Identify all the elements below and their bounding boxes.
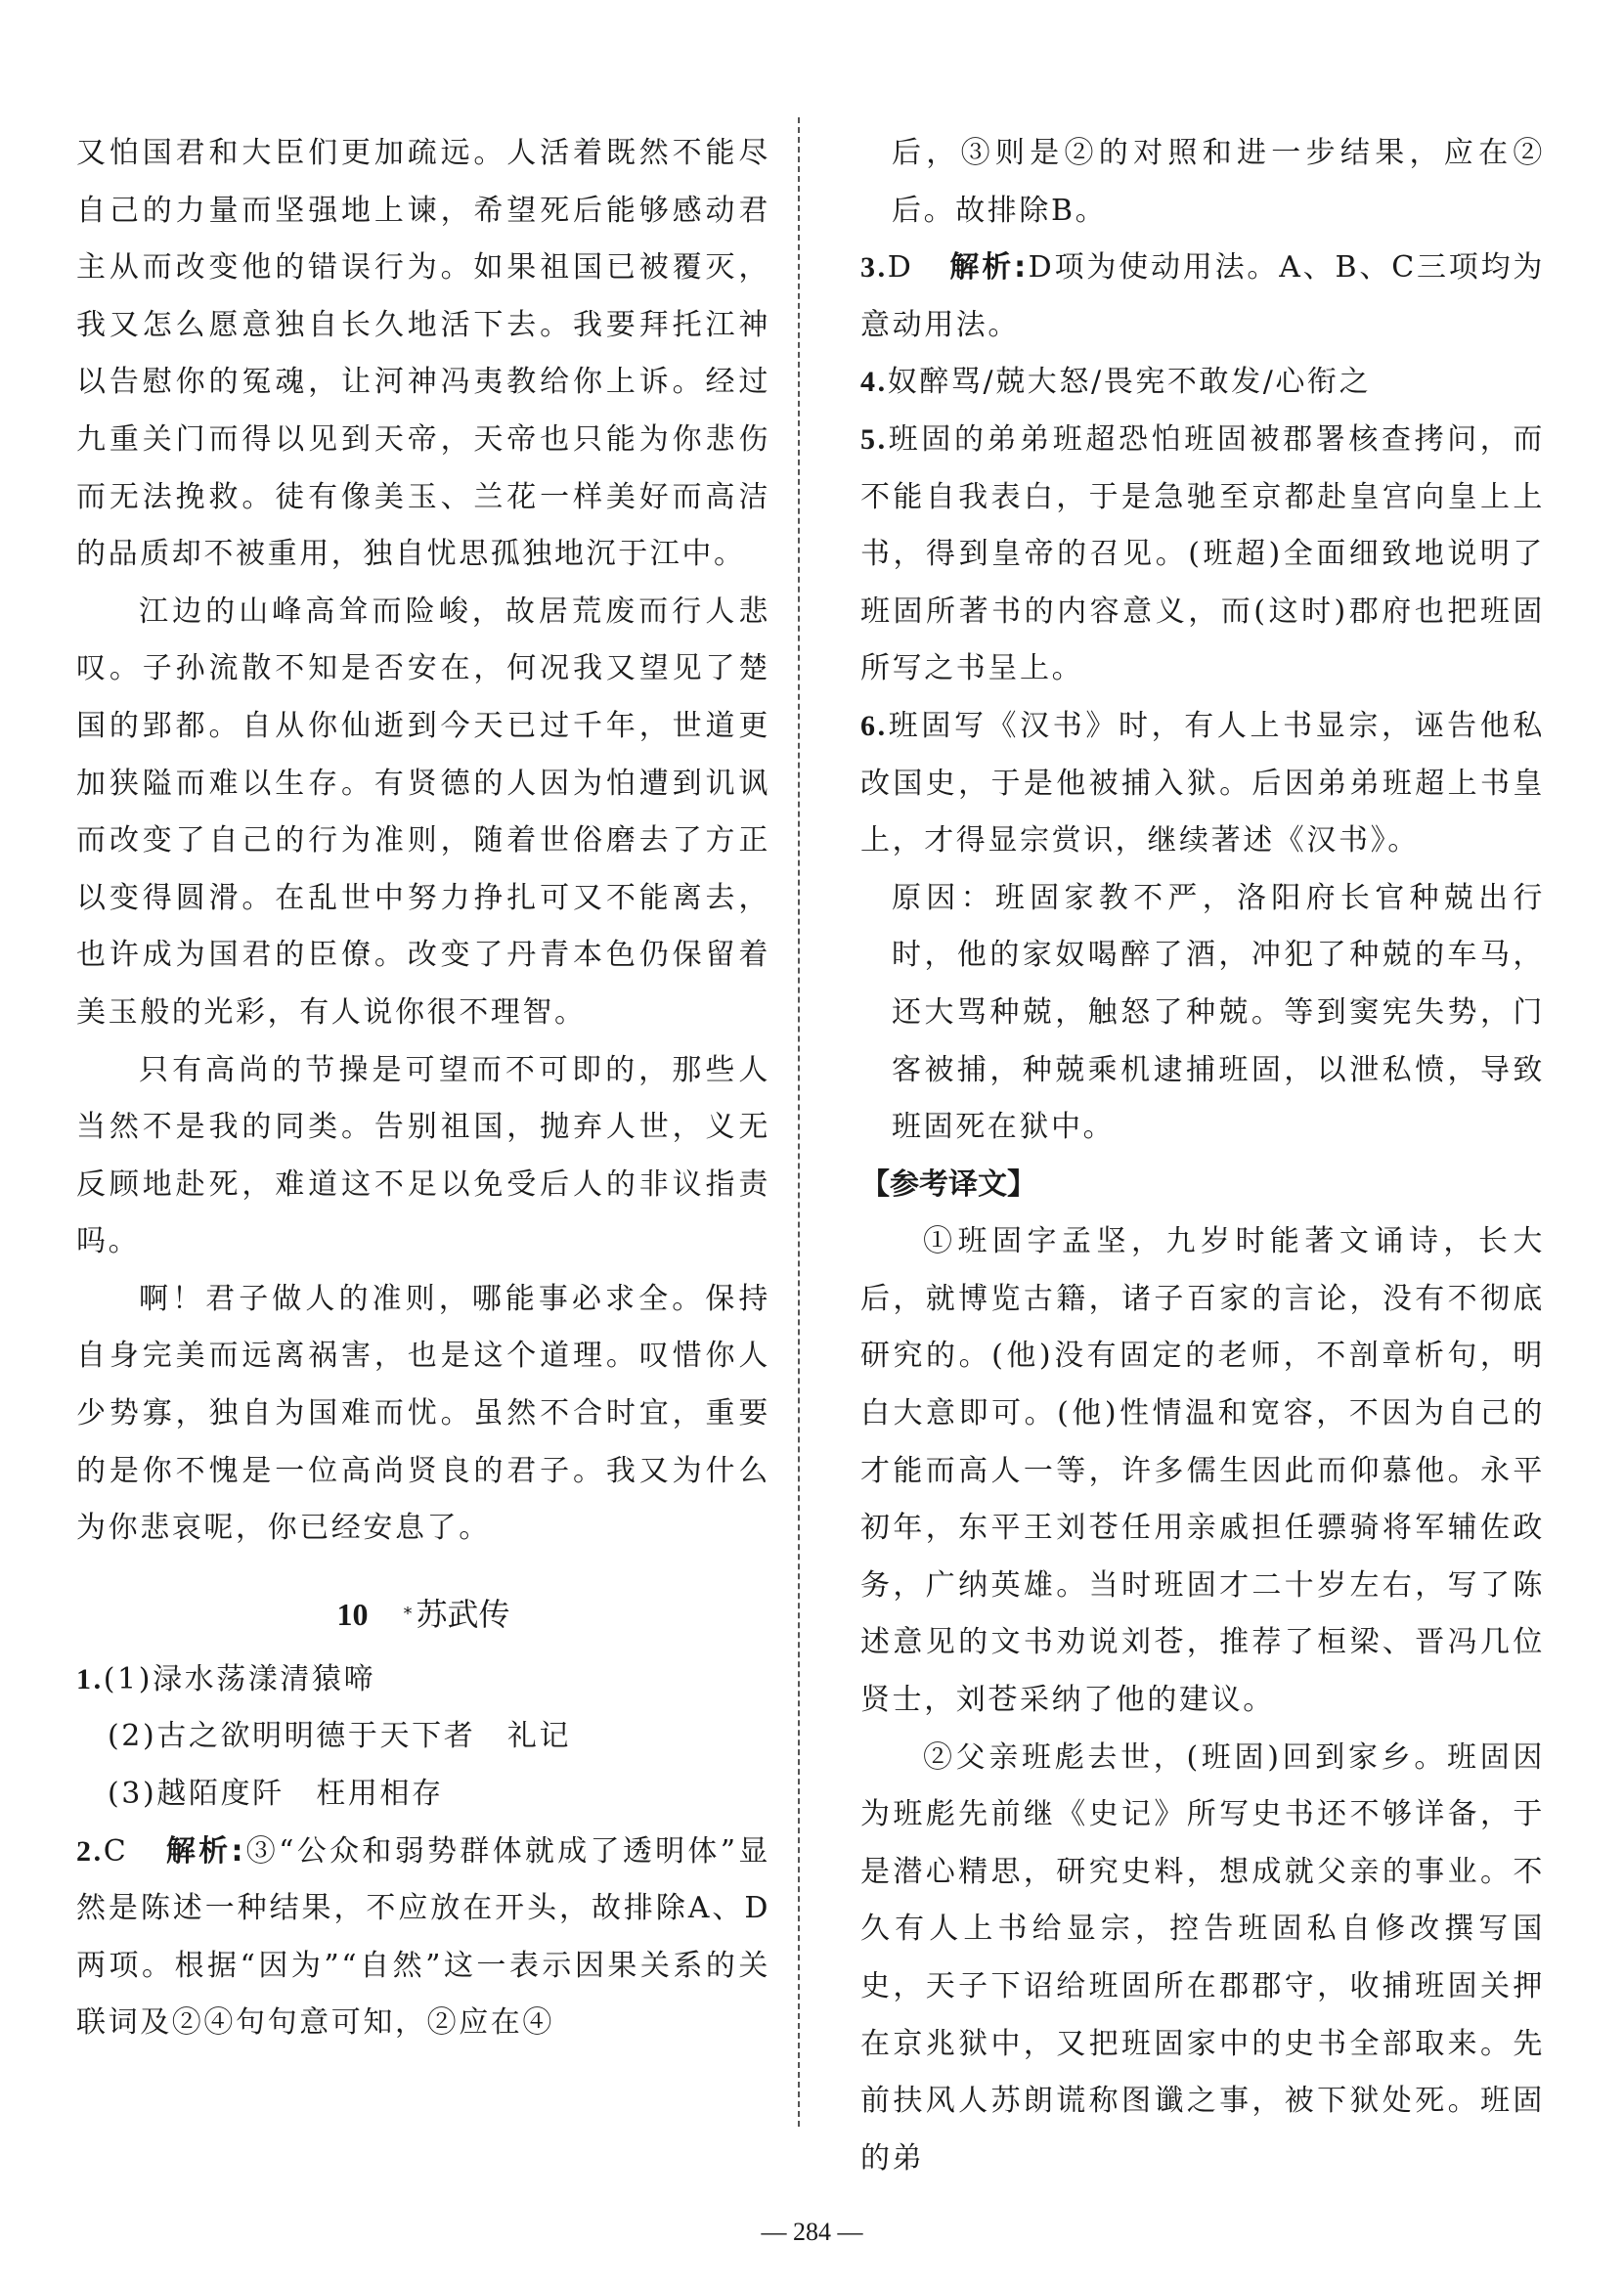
section-title-text: 苏武传 — [416, 1595, 510, 1633]
answer-letter: D — [887, 250, 914, 286]
answer-text: 班固的弟弟班超恐怕班固被郡署核查拷问，而不能自我表白，于是急驰至京都赴皇宫向皇上上书，得到皇帝的召见。(班超)全面细致地说明了班固所著书的内容意义，而(这时)郡府也把班固所写之书呈上。 — [860, 421, 1545, 686]
star-mark: * — [403, 1603, 413, 1624]
section-number: 10 — [336, 1596, 369, 1632]
question-2: 2.C 解析:③“公众和弱势群体就成了透明体”显然是陈述一种结果，不应放在开头，故排除A、D两项。根据“因为”“自然”这一表示因果关系的关联词及②④句句意可知，②应在④ — [76, 1833, 770, 2041]
question-3: 3.D 解析:D项为使动用法。A、B、C三项均为意动用法。 — [860, 250, 1546, 342]
section-title — [76, 1585, 770, 1644]
right-column — [860, 125, 1545, 2187]
answer-text: 奴醉骂/兢大怒/畏宪不敢发/心衔之 — [887, 365, 1372, 400]
column-divider — [798, 117, 800, 2127]
reason-text: 原因：班固家教不严，洛阳府长官种兢出行时，他的家奴喝醉了酒，冲犯了种兢的车马，还大骂种兢，触怒了种兢。等到窦宪失势，门客被捕，种兢乘机逮捕班固，以泄私愤，导致班固死在狱中。 — [892, 880, 1545, 1145]
analysis-tag: 解析 — [165, 1833, 232, 1869]
reference-translation-heading: 【参考译文】 — [860, 1166, 1036, 1202]
question-number: 1. — [76, 1662, 104, 1695]
reference-paragraph-1: ①班固字孟坚，九岁时能著文诵诗，长大后，就博览古籍，诸子百家的言论，没有不彻底研究的。(他)没有固定的老师，不剖章析句，明白大意即可。(他)性情温和宽容，不因为自己的才能而高人一等，许多儒生因此而仰慕他。永平初年，东平王刘苍任用亲戚担任骠骑将军辅佐政务，广纳英雄。当时班固才二十岁左右，写了陈述意见的文书劝说刘苍，推荐了桓梁、晋冯几位贤士，刘苍采纳了他的建议。 — [860, 1224, 1545, 1718]
analysis-text: D项为使动用法。A、B、C三项均为意动用法。 — [860, 250, 1546, 342]
question-number: 3. — [860, 251, 888, 285]
translation-paragraph-2: 江边的山峰高耸而险峻，故居荒废而行人悲叹。子孙流散不知是否安在，何况我又望见了楚国的郢都。自从你仙逝到今天已过千年，世道更加狭隘而难以生存。有贤德的人因为怕遭到讥讽而改变了自己的行为准则，随着世俗磨去了方正以变得圆滑。在乱世中努力挣扎可又不能离去，也许成为国君的臣僚。改变了丹青本色仍保留着美玉般的光彩，有人说你很不理智。 — [76, 594, 770, 1030]
left-column — [76, 125, 770, 2052]
question-number: 2. — [76, 1834, 104, 1868]
question-5 — [860, 412, 1545, 698]
answer-line-3: (3)越陌度阡 枉用相存 — [108, 1777, 444, 1812]
reference-paragraph-2: ②父亲班彪去世，(班固)回到家乡。班固因为班彪先前继《史记》所写史书还不够详备，于是潜心精思，研究史料，想成就父亲的事业。不久有人上书给显宗，控告班固私自修改撰写国史，天子下诏给班固所在郡郡守，收捕班固关押在京兆狱中，又把班固家中的史书全部取来。先前扶风人苏朗谎称图谶之事，被下狱处死。班固的弟 — [860, 1739, 1545, 2176]
answer-line-2: (2)古之欲明明德于天下者 礼记 — [108, 1719, 572, 1754]
answer-letter: C — [103, 1833, 129, 1869]
analysis-text: ③“公众和弱势群体就成了透明体”显然是陈述一种结果，不应放在开头，故排除A、D两项。根据“因为”“自然”这一表示因果关系的关联词及②④句句意可知，②应在④ — [76, 1833, 770, 2041]
question-number: 6. — [860, 709, 888, 742]
translation-paragraph-4: 啊！君子做人的准则，哪能事必求全。保持自身完美而远离祸害，也是这个道理。叹惜你人少势寡，独自为国难而忧。虽然不合时宜，重要的是你不愧是一位高尚贤良的君子。我又为什么为你悲哀呢，你已经安息了。 — [76, 1281, 770, 1546]
translation-paragraph-3: 只有高尚的节操是可望而不可即的，那些人当然不是我的同类。告别祖国，抛弃人世，义无反顾地赴死，难道这不足以免受后人的非议指责吗。 — [76, 1052, 770, 1259]
answer-line-1: (1)渌水荡漾清猿啼 — [103, 1661, 376, 1696]
question-number: 4. — [860, 366, 888, 399]
page-number: — 284 — — [761, 2218, 863, 2246]
analysis-continuation: 后，③则是②的对照和进一步结果，应在②后。故排除B。 — [892, 136, 1545, 228]
answer-text: 班固写《汉书》时，有人上书显宗，诬告他私改国史，于是他被捕入狱。后因弟弟班超上书皇上，才得显宗赏识，继续著述《汉书》。 — [860, 708, 1545, 858]
question-6 — [860, 698, 1545, 1157]
question-number: 5. — [860, 422, 888, 456]
translation-paragraph-1: 又怕国君和大臣们更加疏远。人活着既然不能尽自己的力量而坚强地上谏，希望死后能够感动君主从而改变他的错误行为。如果祖国已被覆灭，我又怎么愿意独自长久地活下去。我要拜托江神以告慰你的冤魂，让河神冯夷教给你上诉。经过九重关门而得以见到天帝，天帝也只能为你悲伤而无法挽救。徒有像美玉、兰花一样美好而高洁的品质却不被重用，独自忧思孤独地沉于江中。 — [76, 136, 770, 572]
analysis-tag: 解析 — [949, 250, 1015, 286]
question-4 — [860, 354, 1545, 412]
question-1 — [76, 1651, 770, 1824]
